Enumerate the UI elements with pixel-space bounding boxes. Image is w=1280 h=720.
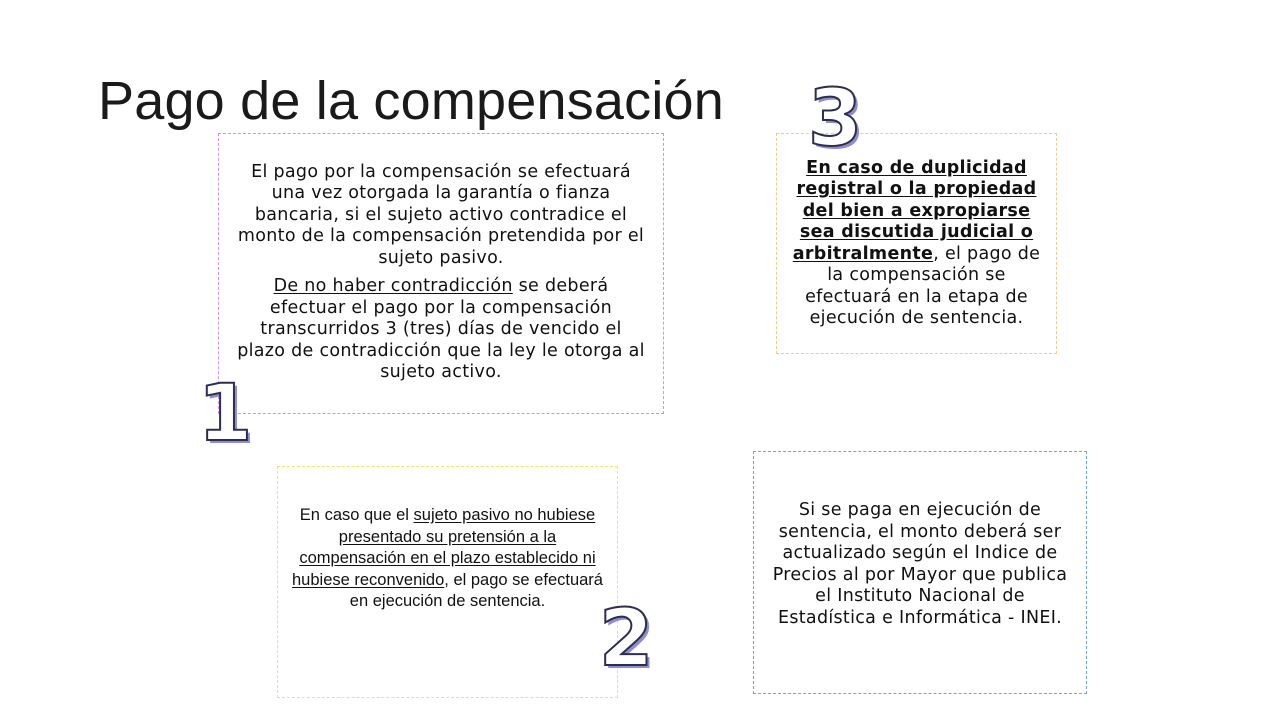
slide-title: Pago de la compensación <box>98 71 725 131</box>
duplicity-box <box>776 133 1057 354</box>
number-one-badge: 1 <box>198 369 253 459</box>
passive-subject-paragraph <box>288 505 607 613</box>
no-contradiction-paragraph <box>235 276 647 384</box>
passive-subject-intro: En caso que el <box>299 506 414 525</box>
passive-subject-condition: sujeto pasivo no hubiese presentado su pretensión a la compensación en el plazo establecido ni hubiese reconvenido <box>292 506 596 589</box>
update-index-paragraph: Si se paga en ejecución de sentencia, el monto deberá ser actualizado según el Indice de Precios al por Mayor que publica el Instituto Nacional de Estadística e Informática - INEI. <box>772 500 1068 628</box>
passive-subject-box <box>277 466 618 698</box>
number-three-badge: 3 <box>808 74 863 164</box>
duplicity-condition: En caso de duplicidad registral o la propiedad del bien a expropiarse sea discutida judicial o arbitralmente <box>792 157 1037 264</box>
passive-subject-text: , el pago se efectuará en ejecución de sentencia. <box>349 570 603 611</box>
number-two-badge: 2 <box>599 594 654 684</box>
no-contradiction-text: se deberá efectuar el pago por la compensación transcurridos 3 (tres) días de vencido el plazo de contradicción que la ley le otorga al sujeto activo. <box>237 276 645 382</box>
duplicity-text: , el pago de la compensación se efectuará en la etapa de ejecución de sentencia. <box>805 243 1041 328</box>
duplicity-paragraph <box>785 158 1048 330</box>
compensation-payment-box <box>218 133 664 414</box>
no-contradiction-label: De no haber contradicción <box>273 276 513 296</box>
guarantee-paragraph: El pago por la compensación se efectuará una vez otorgada la garantía o fianza bancaria, si el sujeto activo contradice el monto de la compensación pretendida por el sujeto pasivo. <box>237 161 645 268</box>
update-index-box <box>753 451 1087 694</box>
